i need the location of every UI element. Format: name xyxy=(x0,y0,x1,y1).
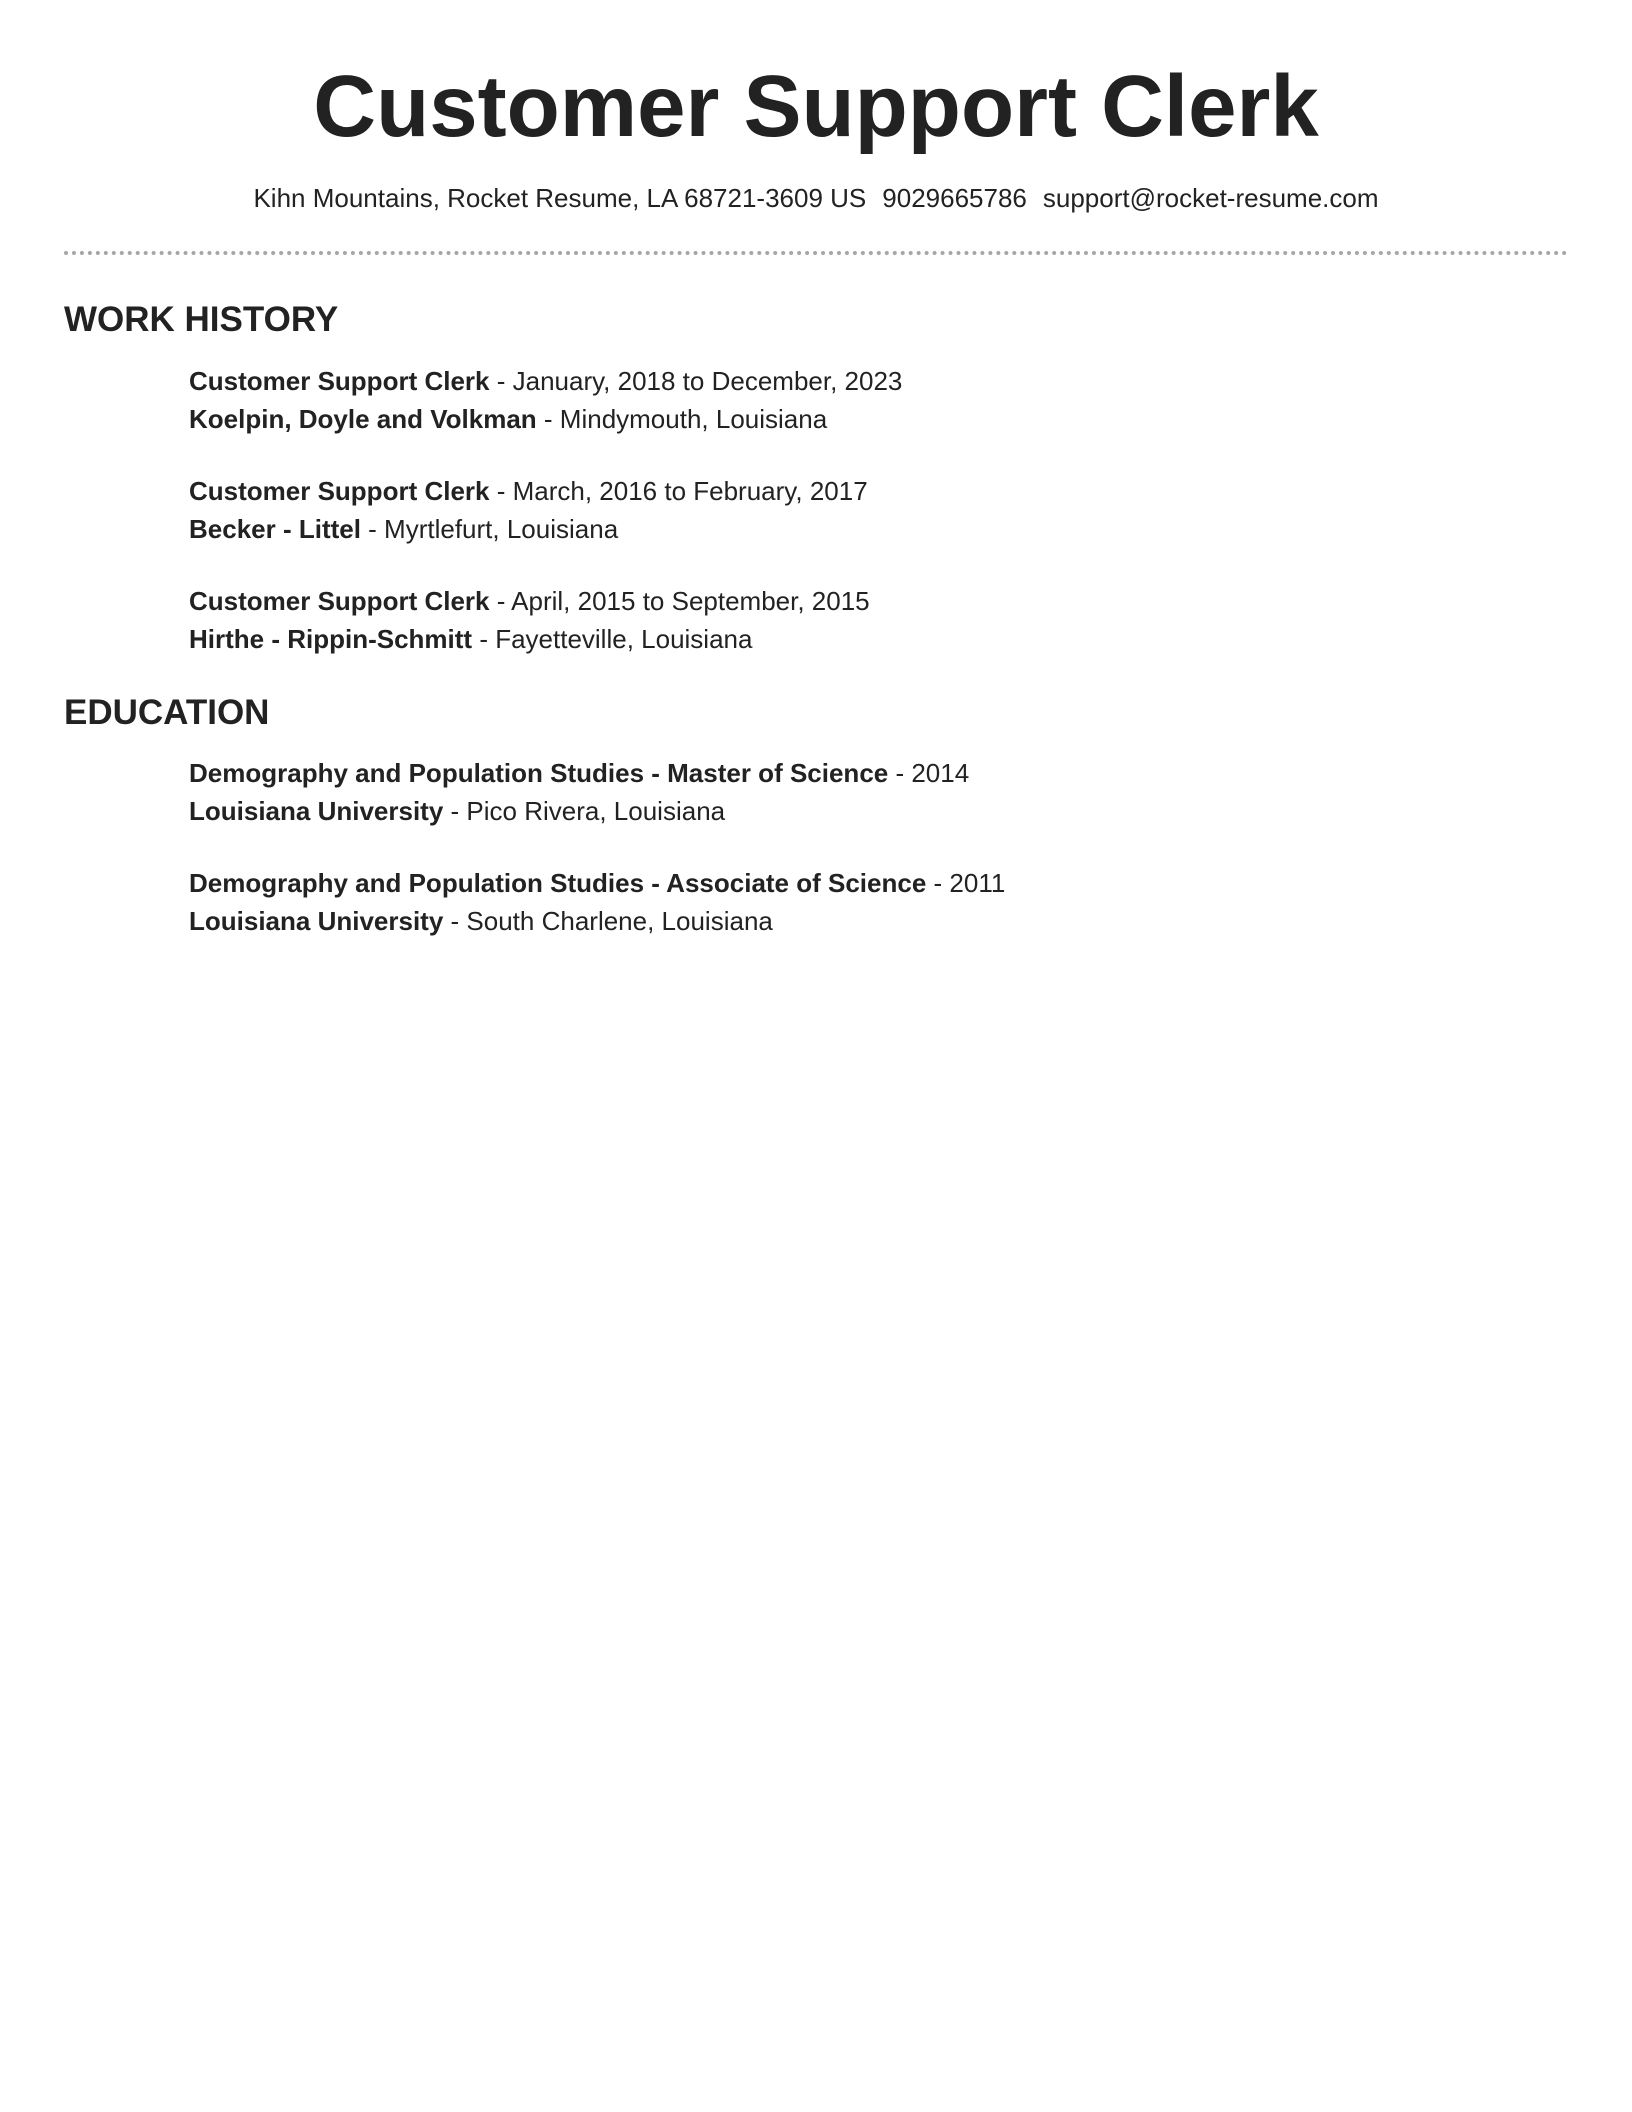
contact-phone: 9029665786 xyxy=(882,183,1027,213)
work-location: - Fayetteville, Louisiana xyxy=(472,624,753,654)
work-company: Becker - Littel xyxy=(189,514,361,544)
work-history-heading: WORK HISTORY xyxy=(64,300,339,339)
education-entry-school-line xyxy=(189,792,969,830)
work-role: Customer Support Clerk xyxy=(189,476,490,506)
education-entry xyxy=(189,864,1005,940)
education-year: - 2014 xyxy=(888,758,970,788)
work-role: Customer Support Clerk xyxy=(189,586,490,616)
work-entry-company-line xyxy=(189,510,868,548)
education-heading: EDUCATION xyxy=(64,693,270,732)
work-entry-role-line xyxy=(189,362,902,400)
education-school: Louisiana University xyxy=(189,906,444,936)
work-entry-company-line xyxy=(189,620,870,658)
education-degree: Demography and Population Studies - Associate of Science xyxy=(189,868,927,898)
work-entry-role-line xyxy=(189,582,870,620)
work-entry xyxy=(189,472,868,548)
resume-name: Customer Support Clerk xyxy=(313,58,1319,155)
work-entry xyxy=(189,362,902,438)
work-location: - Mindymouth, Louisiana xyxy=(536,404,828,434)
education-entry-degree-line xyxy=(189,864,1005,902)
work-dates: - April, 2015 to September, 2015 xyxy=(489,586,870,616)
education-school: Louisiana University xyxy=(189,796,444,826)
work-entry xyxy=(189,582,870,658)
education-location: - Pico Rivera, Louisiana xyxy=(443,796,726,826)
work-location: - Myrtlefurt, Louisiana xyxy=(360,514,619,544)
work-dates: - January, 2018 to December, 2023 xyxy=(489,366,903,396)
work-dates: - March, 2016 to February, 2017 xyxy=(489,476,868,506)
education-entry-school-line xyxy=(189,902,1005,940)
education-degree: Demography and Population Studies - Master of Science xyxy=(189,758,889,788)
work-role: Customer Support Clerk xyxy=(189,366,490,396)
work-company: Koelpin, Doyle and Volkman xyxy=(189,404,537,434)
education-entry-degree-line xyxy=(189,754,969,792)
work-company: Hirthe - Rippin-Schmitt xyxy=(189,624,473,654)
contact-info xyxy=(0,180,1632,216)
work-entry-role-line xyxy=(189,472,868,510)
header-divider xyxy=(64,251,1568,255)
education-entry xyxy=(189,754,969,830)
education-year: - 2011 xyxy=(926,868,1006,898)
education-location: - South Charlene, Louisiana xyxy=(443,906,773,936)
contact-address: Kihn Mountains, Rocket Resume, LA 68721-3609 US xyxy=(253,183,867,213)
work-entry-company-line xyxy=(189,400,902,438)
contact-email: support@rocket-resume.com xyxy=(1042,183,1379,213)
